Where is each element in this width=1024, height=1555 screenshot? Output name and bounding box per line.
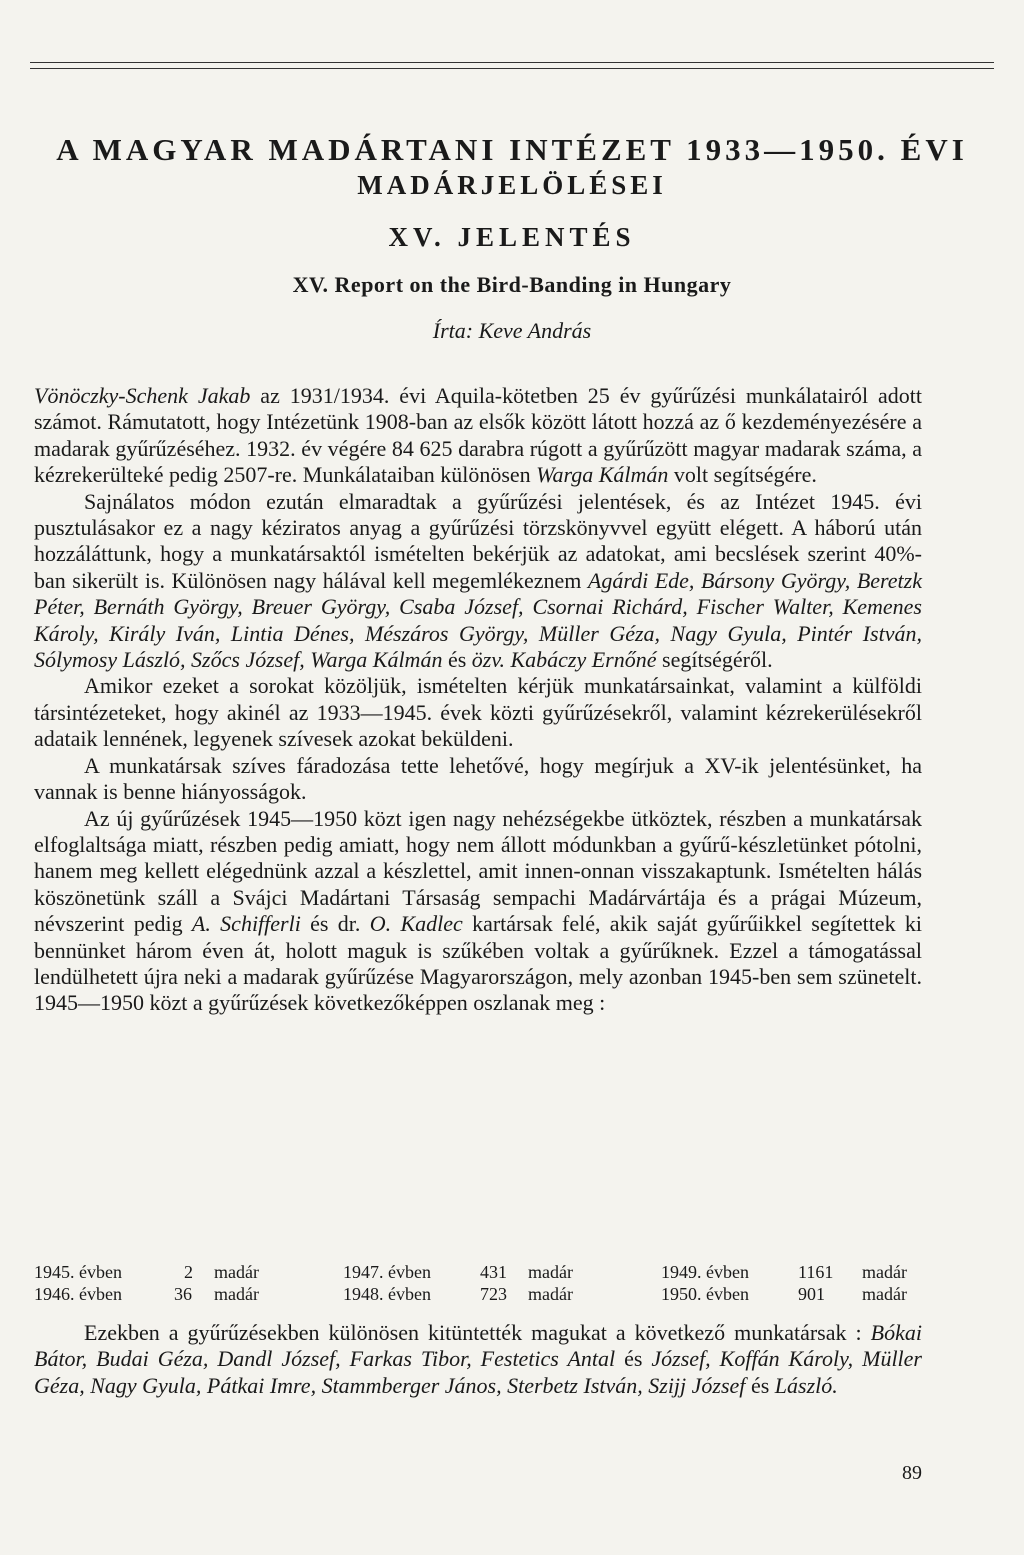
bird-count: 723 [480,1284,507,1304]
article-title-line-2: MADÁRJELÖLÉSEI [357,170,667,200]
bird-count: 901 [798,1284,825,1304]
bird-count: 36 [174,1284,192,1304]
report-number-heading: XV. JELENTÉS [388,222,636,252]
italic-name-run: Warga Kálmán [536,462,669,488]
paragraph [34,489,922,674]
italic-name-run: A. Schifferli [191,911,301,937]
unit-label: madár [214,1262,259,1282]
text-run: Sajnálatos módon ezután elmaradtak a gyűrűzési jelentések, és az Intézet 1945. évi pusztulásakor ez a nagy kéziratos anyag a gyűrűzési törzskönyvvel együtt elégett. A háború után hozzáláttunk, hogy a munkatársaktól ismételten bekérjük az adatokat, ami becslések szerint 40%-ban sikerült is. Különösen nagy hálával kell megemlékeznem [34,488,922,593]
year-label: 1948. évben [343,1284,431,1304]
italic-name-run: özv. Kabáczy Ernőné [471,647,657,673]
text-run: Ezekben a gyűrűzésekben különösen kitüntették magukat a következő munkatársak : [84,1320,871,1345]
bird-count: 431 [480,1262,507,1282]
author-line: Írta: Keve András [432,318,592,343]
year-label: 1947. évben [343,1262,431,1282]
unit-label: madár [528,1262,573,1282]
text-run: és [615,1346,652,1372]
year-label: 1945. évben [34,1262,122,1282]
paragraph [34,806,922,1017]
bird-count: 2 [184,1262,193,1282]
text-run: Amikor ezeket a sorokat közöljük, ismételten kérjük munkatársainkat, valamint a külföldi társintézeteket, hogy akinél az 1933—1945. évek közti gyűrűzésekről, valamint kézrekerülésekről adataik lennének, legyenek szívesek azokat beküldeni. [34,673,922,752]
unit-label: madár [528,1284,573,1304]
table-row [34,1284,924,1306]
paragraph [34,383,922,489]
year-label: 1950. évben [661,1284,749,1304]
text-run: és [745,1372,775,1398]
text-run: segítségéről. [656,647,773,673]
unit-label: madár [862,1284,907,1304]
unit-label: madár [214,1284,259,1304]
italic-name-run: O. Kadlec [369,911,463,937]
top-rule [30,62,994,63]
italic-name-run: Bókai Bátor, Budai Géza, Dandl József, Farkas Tibor, Festetics Antal [34,1320,922,1372]
top-rule-inner [30,68,994,69]
paragraph [34,673,922,752]
page-number: 89 [902,1462,922,1484]
year-label: 1946. évben [34,1284,122,1304]
article-title-line-1: A MAGYAR MADÁRTANI INTÉZET 1933—1950. ÉVI [56,132,968,167]
text-run: Az új gyűrűzések 1945—1950 közt igen nagy nehézségekbe ütköztek, részben a munkatársak elfoglaltsága miatt, részben pedig amiatt, hogy nem állott módunkban a gyűrű-készletünket pótolni, hanem meg kellett elégednünk azzal a készlettel, amit innen-onnan visszakaptunk. Ismételten hálás köszönetünk száll a Svájci Madártani Társaság sempachi Madárvártája és a prágai Múzeum, névszerint pedig [34,805,922,937]
year-label: 1949. évben [661,1262,749,1282]
italic-name-run: László. [774,1372,838,1398]
text-run: volt segítségére. [668,462,817,488]
body-text-upper [34,383,922,1017]
text-run: és dr. [300,911,370,937]
italic-name-run: Agárdi Ede, Bársony György, Beretzk Péter, Bernáth György, Breuer György, Csaba József, Csornai Richárd, Fischer Walter, Kemenes Károly, Király Iván, Lintia Dénes, Mészáros György, Müller Géza, Nagy Gyula, Pintér István, Sólymosy László, Szőcs József, Warga Kálmán [34,567,922,673]
italic-name-run: József, Koffán Károly, Müller Géza, Nagy Gyula, Pátkai Imre, Stammberger János, Sterbetz István, Szijj József [34,1346,922,1398]
paragraph [34,1320,922,1399]
unit-label: madár [862,1262,907,1282]
text-run: A munkatársak szíves fáradozása tette lehetővé, hogy megírjuk a XV-ik jelentésünket, ha vannak is benne hiányosságok. [34,752,922,805]
text-run: kartársak felé, akik saját gyűrűikkel segítettek ki bennünket három éven át, holott maguk is szűkében voltak a gyűrűknek. Ezzel a támogatással lendülhetett újra neki a madarak gyűrűzése Magyarországon, mely azonban 1945-ben sem szünetelt. 1945—1950 közt a gyűrűzések következőképpen oszlanak meg : [34,911,922,1016]
english-subtitle: XV. Report on the Bird-Banding in Hungary [292,272,732,297]
text-run: és [442,647,472,673]
table-row [34,1262,924,1284]
paragraph [34,753,922,806]
text-run: az 1931/1934. évi Aquila-kötetben 25 év gyűrűzési munkálatairól adott számot. Rámutatott, hogy Intézetünk 1908-ban az elsők között látott hozzá az ő kezdeményezésére a madarak gyűrűzéséhez. 1932. év végére 84 625 darabra rúgott a gyűrűzött magyar madarak száma, a kézrekerülteké pedig 2507-re. Munkálataiban különösen [34,383,922,488]
body-text-lower [34,1320,922,1399]
banding-count-table [34,1262,924,1306]
bird-count: 1161 [798,1262,834,1282]
italic-name-run: Vönöczky-Schenk Jakab [34,383,251,408]
